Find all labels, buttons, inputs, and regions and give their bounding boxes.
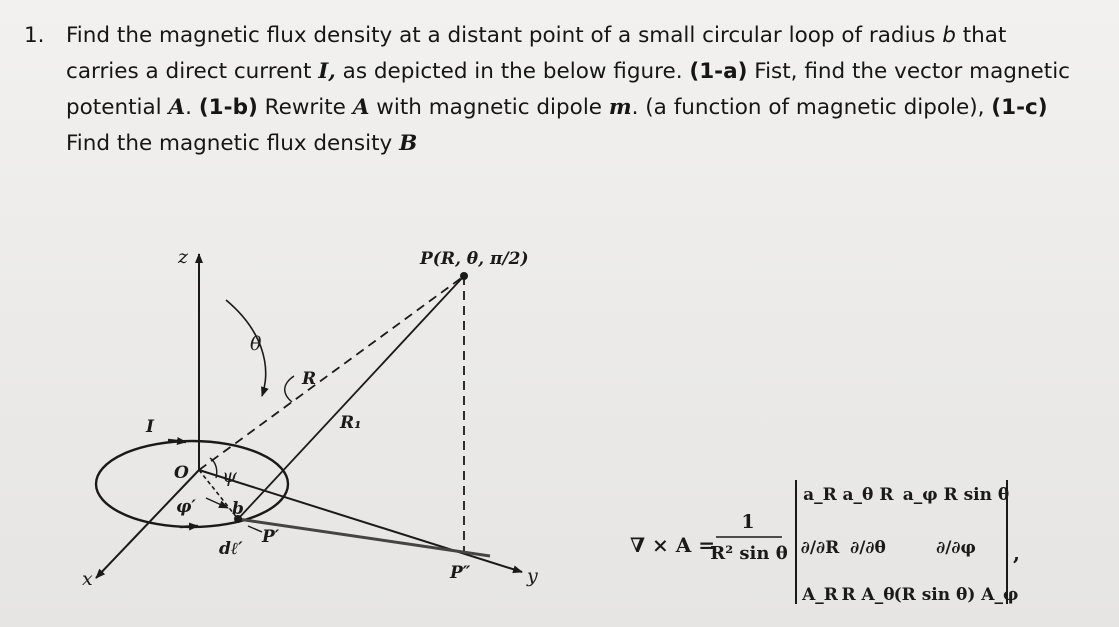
det-r1-c2: a_θ R	[842, 485, 894, 505]
problem-line-3: potential A. (1-b) Rewrite A with magnetic dipole m. (a function of magnetic dipole), (1-c)	[66, 95, 1048, 120]
variable-b: b	[942, 23, 956, 48]
I-label: I	[146, 417, 154, 437]
det-r3-c1: A_R	[802, 585, 838, 605]
x-axis-label: x	[82, 568, 93, 590]
z-axis-label: z	[178, 246, 189, 268]
det-r3-c2: R A_θ	[841, 585, 895, 605]
fraction-denominator: R² sin θ	[710, 543, 788, 564]
det-r1-c1: a_R	[803, 485, 837, 505]
det-r2-c1: ∂/∂R	[800, 538, 840, 558]
phi-label: φ′	[176, 497, 196, 517]
problem-number: 1.	[24, 23, 45, 48]
R1-label: R₁	[340, 413, 362, 433]
dl-label: dℓ′	[219, 539, 243, 559]
det-r1-c3: a_φ R sin θ	[902, 485, 1010, 505]
O-label: O	[174, 463, 189, 483]
psi-label: ψ	[222, 465, 237, 487]
R-label: R	[302, 369, 317, 389]
variable-m: m	[608, 95, 632, 120]
theta-label: θ	[250, 333, 262, 355]
variable-A: A	[168, 95, 186, 120]
curl-lhs: ∇ × A =	[630, 533, 715, 557]
variable-B: B	[399, 131, 418, 156]
b-label: b	[232, 499, 244, 519]
problem-line-2: carries a direct current I, as depicted in the below figure. (1-a) Fist, find the vector magnetic	[66, 59, 1070, 84]
point-P-label: P(R, θ, π/2)	[420, 249, 529, 269]
problem-line-4: Find the magnetic flux density B	[66, 131, 418, 156]
det-r3-c3: (R sin θ) A_φ	[893, 585, 1019, 605]
problem-line-1: Find the magnetic flux density at a distant point of a small circular loop of radius b that	[66, 23, 1007, 48]
formula-trailing-comma: ,	[1013, 541, 1020, 565]
variable-I: I,	[318, 59, 336, 84]
Pp-label: P′	[262, 527, 280, 547]
fraction-numerator: 1	[741, 511, 755, 533]
part-a-label: (1-a)	[689, 59, 748, 84]
part-b-label: (1-b)	[198, 95, 258, 120]
det-r2-c3: ∂/∂φ	[936, 538, 976, 558]
variable-A-2: A	[352, 95, 370, 120]
y-axis-label: y	[527, 565, 538, 587]
Ppp-label: P″	[450, 563, 471, 583]
det-r2-c2: ∂/∂θ	[850, 538, 886, 558]
part-c-label: (1-c)	[991, 95, 1048, 120]
